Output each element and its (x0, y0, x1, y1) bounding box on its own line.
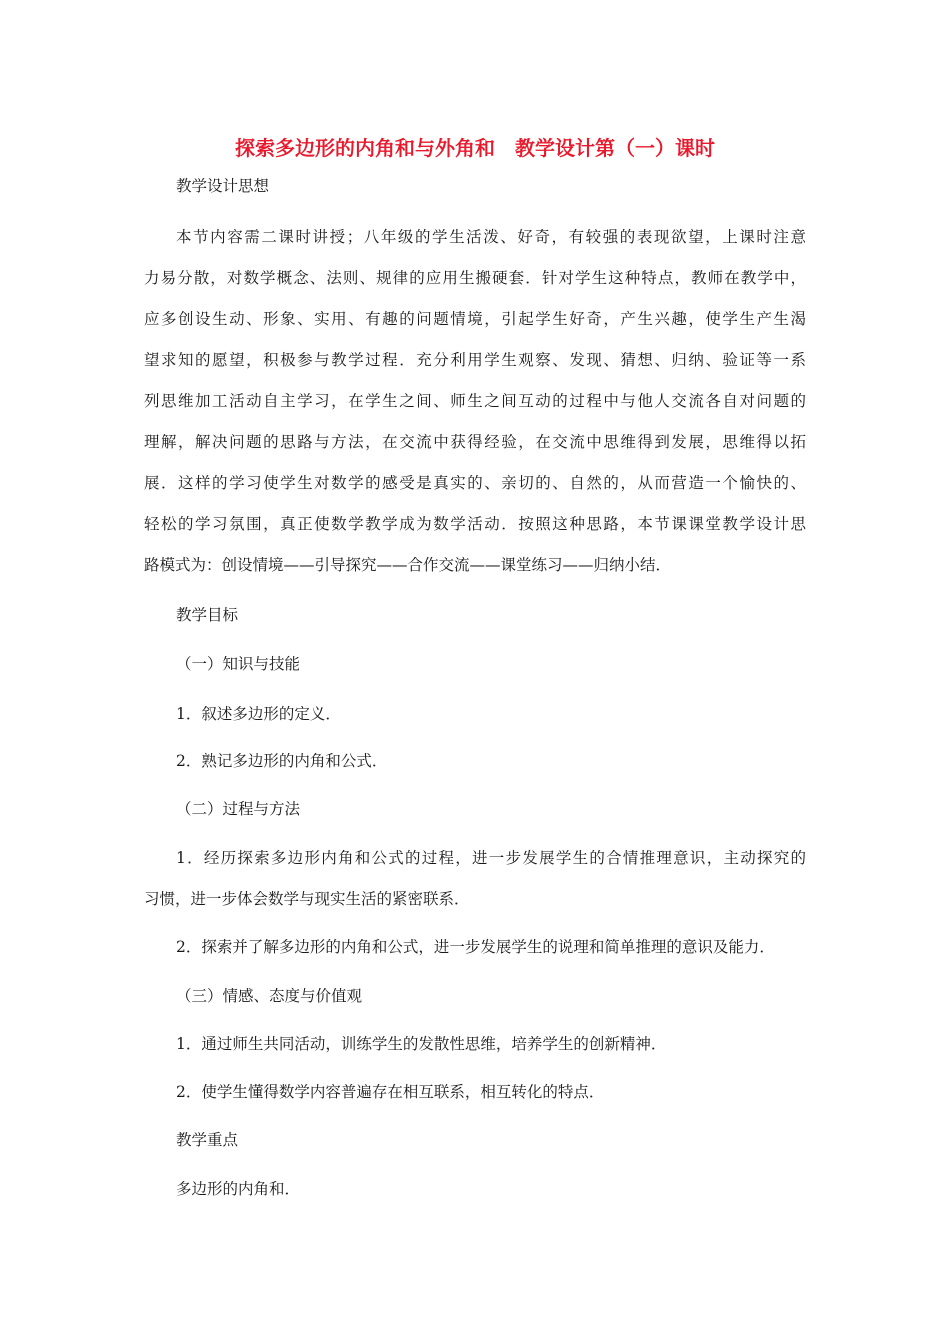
process-item: 2．探索并了解多边形的内角和公式，进一步发展学生的说理和简单推理的意识及能力． (176, 938, 775, 956)
section-heading-key: 教学重点 (176, 1131, 239, 1149)
intro-paragraph-line: 力易分散，对数学概念、法则、规律的应用生搬硬套．针对学生这种特点，教师在教学中， (144, 269, 806, 287)
intro-paragraph-line: 列思维加工活动自主学习，在学生之间、师生之间互动的过程中与他人交流各自对问题的 (144, 392, 806, 410)
emotion-item: 2．使学生懂得数学内容普遍存在相互联系，相互转化的特点． (176, 1083, 605, 1101)
intro-paragraph-line: 本节内容需二课时讲授；八年级的学生活泼、好奇，有较强的表现欲望，上课时注意 (176, 228, 806, 246)
section-heading-goals: 教学目标 (176, 606, 239, 624)
subsection-heading-process: （二）过程与方法 (176, 800, 301, 818)
intro-paragraph-line: 轻松的学习氛围，真正使数学教学成为数学活动．按照这种思路，本节课课堂教学设计思 (144, 515, 806, 533)
subsection-heading-knowledge: （一）知识与技能 (176, 655, 301, 673)
intro-paragraph-line: 展．这样的学习使学生对数学的感受是真实的、亲切的、自然的，从而营造一个愉快的、 (144, 474, 806, 492)
intro-paragraph-line: 应多创设生动、形象、实用、有趣的问题情境，引起学生好奇，产生兴趣，使学生产生渴 (144, 310, 806, 328)
document-title: 探索多边形的内角和与外角和 教学设计第（一）课时 (235, 136, 715, 160)
intro-paragraph-line: 望求知的愿望，积极参与教学过程．充分利用学生观察、发现、猜想、归纳、验证等一系 (144, 351, 806, 369)
section-heading-design: 教学设计思想 (176, 177, 270, 195)
knowledge-item: 2．熟记多边形的内角和公式． (176, 752, 388, 770)
process-item-line: 习惯，进一步体会数学与现实生活的紧密联系． (144, 890, 470, 908)
process-item-line: 1．经历探索多边形内角和公式的过程，进一步发展学生的合情推理意识，主动探究的 (176, 849, 806, 867)
emotion-item: 1．通过师生共同活动，训练学生的发散性思维，培养学生的创新精神． (176, 1035, 667, 1053)
knowledge-item: 1．叙述多边形的定义． (176, 705, 341, 723)
key-point-text: 多边形的内角和． (176, 1180, 301, 1198)
intro-paragraph-line: 路模式为：创设情境——引导探究——合作交流——课堂练习——归纳小结． (144, 556, 672, 574)
subsection-heading-emotion: （三）情感、态度与价值观 (176, 987, 363, 1005)
intro-paragraph-line: 理解，解决问题的思路与方法，在交流中获得经验，在交流中思维得到发展，思维得以拓 (144, 433, 806, 451)
